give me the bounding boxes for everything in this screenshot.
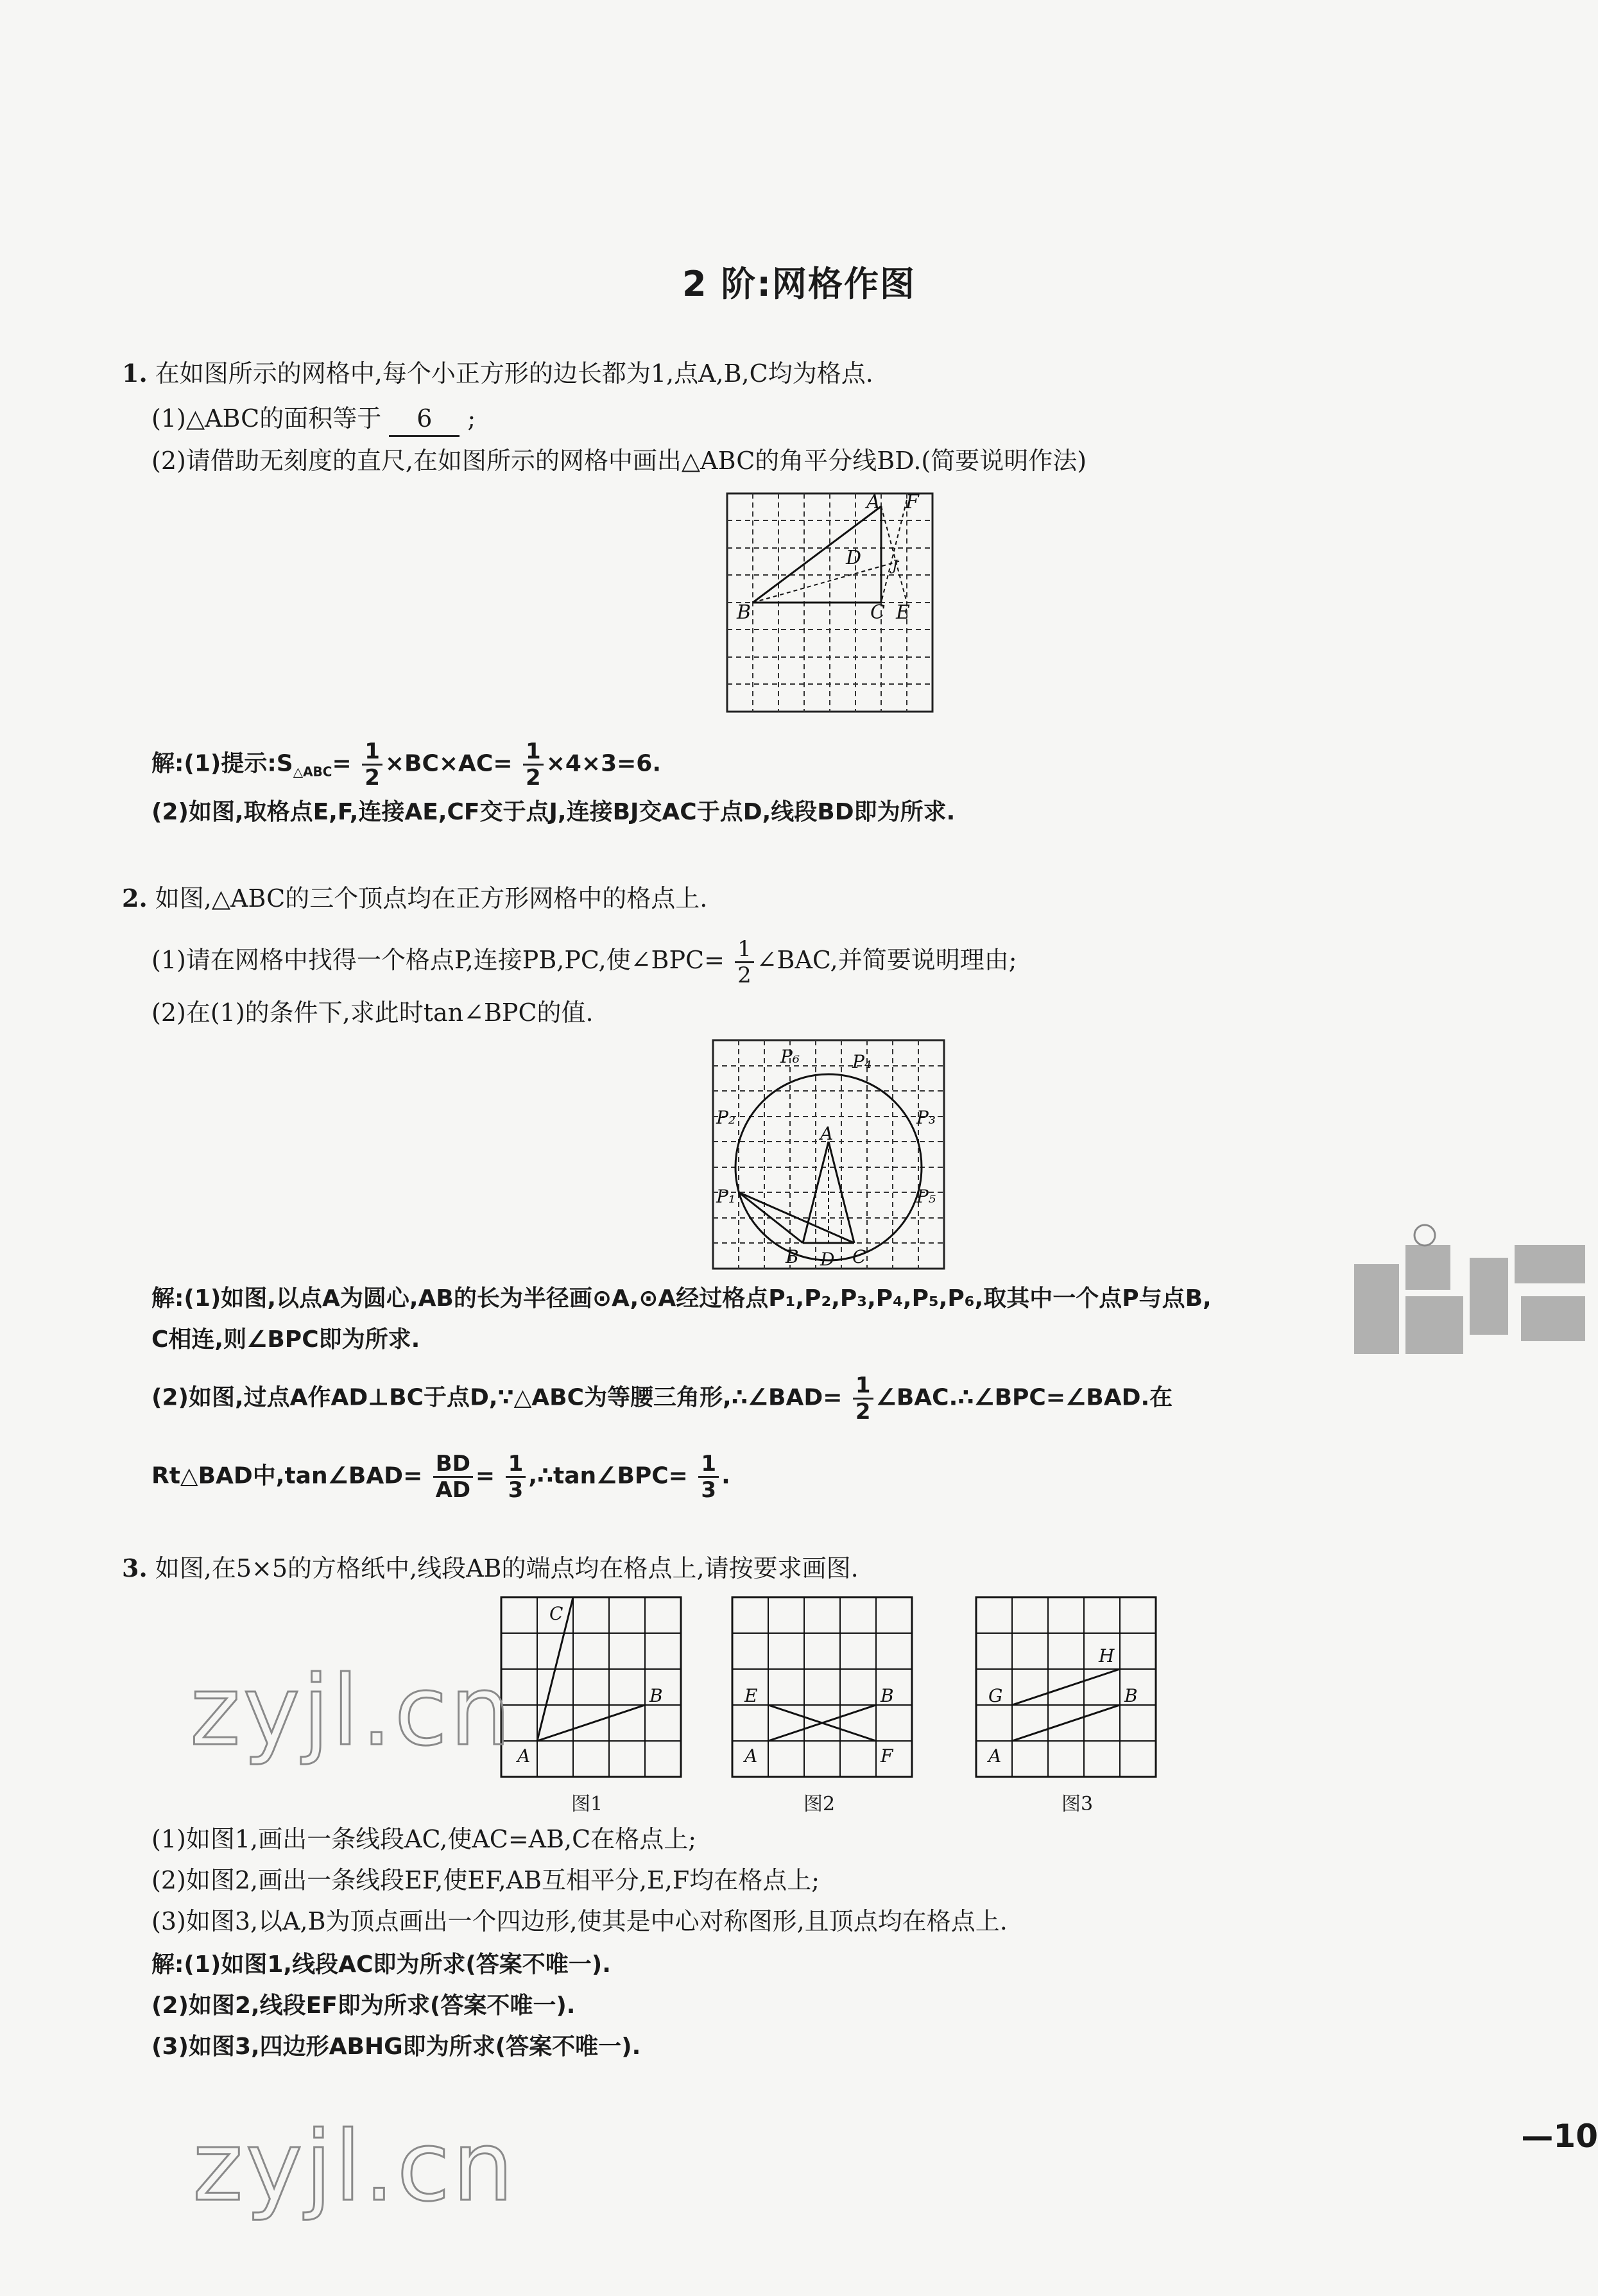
watermark-text-1: zyjl.cn [190, 1656, 514, 1767]
q3-part1: (1)如图1,画出一条线段AC,使AC=AB,C在格点上; [151, 1825, 697, 1853]
q2-label-p3: P₃ [916, 1107, 936, 1128]
q2-label-p6-top: P₆ [780, 1046, 800, 1067]
q1-sol1-mid: ×BC×AC= [384, 750, 513, 777]
publisher-logo-watermark [1335, 1219, 1598, 1386]
q2-sol3-frac3: $\frac{1}{3}$ [698, 1452, 719, 1502]
q3-figure-1 [498, 1594, 684, 1780]
q2-label-c: C [852, 1246, 866, 1267]
q3-part3: (3)如图3,以A,B为顶点画出一个四边形,使其是中心对称图形,且顶点均在格点上. [151, 1907, 1008, 1935]
q2-label-a: A [820, 1123, 834, 1144]
q2-sol2-post: ∠BAC.∴∠BPC=∠BAD.在 [875, 1384, 1173, 1411]
q3-fig1-label-b: B [649, 1685, 663, 1706]
q2-segment-p1c [739, 1192, 854, 1243]
q2-label-p1: P₁ [716, 1186, 736, 1207]
q2-figure [710, 1037, 947, 1272]
q3-number: 3. [122, 1554, 148, 1582]
q3-figure-2 [729, 1594, 915, 1780]
q1-segment-cf [881, 500, 907, 603]
q3-fig1-caption: 图1 [571, 1793, 603, 1815]
q3-fig1-label-c: C [549, 1603, 563, 1624]
q2-label-d: D [820, 1249, 835, 1270]
q1-part1 [151, 402, 476, 437]
q3-part2: (2)如图2,画出一条线段EF,使EF,AB互相平分,E,F均在格点上; [151, 1866, 820, 1894]
q1-sol1-frac1: $\frac{1}{2}$ [362, 739, 382, 790]
q2-label-p5: P₅ [916, 1186, 936, 1207]
q1-sol1-pre: 解:(1)提示:S [151, 750, 293, 777]
q2-solution1a: 解:(1)如图,以点A为圆心,AB的长为半径画⊙A,⊙A经过格点P₁,P₂,P₃,P₄,P₅,P₆,取其中一个点P与点B, [151, 1285, 1212, 1312]
q1-solution2: (2)如图,取格点E,F,连接AE,CF交于点J,连接BJ交AC于点D,线段BD即为所求. [151, 799, 956, 825]
q1-label-f: F [906, 491, 919, 513]
q1-answer-blank: 6 [389, 402, 460, 437]
q3-fig3-segment-gh [1012, 1669, 1120, 1705]
page-title: 2 阶:网格作图 [682, 264, 916, 304]
q3-fig2-label-e: E [744, 1685, 758, 1706]
q3-fig2-label-a: A [744, 1745, 758, 1767]
q3-fig3-label-h: H [1099, 1645, 1115, 1666]
q2-sol2-pre: (2)如图,过点A作AD⊥BC于点D,∵△ABC为等腰三角形,∴∠BAD= [151, 1384, 843, 1411]
q1-part1-post: ; [467, 404, 476, 433]
q3-fig3-label-b: B [1124, 1685, 1138, 1706]
q3-fig3-caption: 图3 [1061, 1793, 1094, 1815]
q3-fig3-label-g: G [988, 1685, 1003, 1706]
q3-stem-line [122, 1552, 859, 1585]
q3-stem: 如图,在5×5的方格纸中,线段AB的端点均在格点上,请按要求画图. [155, 1554, 859, 1582]
q3-fig3-label-a: A [988, 1745, 1002, 1767]
q3-fig2-label-b: B [881, 1685, 894, 1706]
q2-solution2 [151, 1373, 1173, 1424]
q2-part2: (2)在(1)的条件下,求此时tan∠BPC的值. [151, 998, 594, 1027]
q1-stem: 在如图所示的网格中,每个小正方形的边长都为1,点A,B,C均为格点. [155, 359, 873, 388]
q2-number: 2. [122, 884, 148, 912]
q3-fig1-segment-ab [537, 1705, 645, 1741]
q1-label-d: D [846, 547, 862, 569]
q3-solution1: 解:(1)如图1,线段AC即为所求(答案不唯一). [151, 1951, 611, 1978]
q1-label-j: J [892, 558, 898, 574]
q2-sol3-pre: Rt△BAD中,tan∠BAD= [151, 1462, 423, 1489]
q2-sol3-frac1: $\frac{BD}{AD}$ [433, 1452, 473, 1502]
q1-sol1-frac2: $\frac{1}{2}$ [523, 739, 544, 790]
q1-label-b: B [737, 601, 752, 624]
q3-figure-3 [973, 1594, 1159, 1780]
q3-fig3-segment-ab [1012, 1705, 1120, 1741]
watermark-text-2: zyjl.cn [193, 2111, 517, 2223]
q1-segment-bj [753, 561, 900, 603]
q1-number: 1. [122, 359, 148, 388]
q2-sol3-mid: ,∴tan∠BPC= [528, 1462, 688, 1489]
q2-part1-post: ∠BAC,并简要说明理由; [756, 946, 1017, 974]
q2-sol3-eq: = [475, 1462, 495, 1489]
q2-segment-p1b [739, 1192, 803, 1243]
q3-solution2: (2)如图2,线段EF即为所求(答案不唯一). [151, 1992, 576, 2019]
q2-sol3-post: . [721, 1462, 730, 1489]
q1-part2: (2)请借助无刻度的直尺,在如图所示的网格中画出△ABC的角平分线BD.(简要说明作法) [151, 447, 1087, 475]
q1-figure [724, 490, 936, 715]
q2-stem: 如图,△ABC的三个顶点均在正方形网格中的格点上. [155, 884, 708, 912]
page-number: —10 [1521, 2118, 1598, 2155]
q3-fig2-label-f: F [881, 1745, 893, 1767]
q1-label-e: E [896, 601, 910, 624]
q1-stem-line [122, 357, 873, 390]
q2-label-b: B [786, 1246, 799, 1267]
q1-label-c: C [870, 601, 885, 624]
q2-part1 [151, 937, 1017, 988]
q2-solution1b: C相连,则∠BPC即为所求. [151, 1326, 420, 1353]
q2-stem-line [122, 882, 707, 915]
q1-solution1 [151, 739, 661, 790]
q3-fig1-label-a: A [517, 1745, 531, 1767]
q1-sol1-sub: △ABC [293, 764, 332, 780]
q2-part1-pre: (1)请在网格中找得一个格点P,连接PB,PC,使∠BPC= [151, 946, 725, 974]
q2-label-p2: P₂ [716, 1107, 736, 1128]
q1-label-a: A [866, 491, 881, 513]
q1-part1-text: (1)△ABC的面积等于 [151, 404, 382, 433]
q1-sol1-eq: = [332, 750, 352, 777]
q2-label-p4: P₄ [852, 1051, 872, 1072]
q2-solution3 [151, 1452, 730, 1502]
q3-fig2-caption: 图2 [803, 1793, 836, 1815]
q2-sol3-frac2: $\frac{1}{3}$ [506, 1452, 526, 1502]
q2-part1-frac: $\frac{1}{2}$ [735, 937, 754, 988]
q3-solution3: (3)如图3,四边形ABHG即为所求(答案不唯一). [151, 2034, 641, 2060]
q2-sol2-frac: $\frac{1}{2}$ [853, 1373, 873, 1424]
q1-sol1-post: ×4×3=6. [546, 750, 662, 777]
